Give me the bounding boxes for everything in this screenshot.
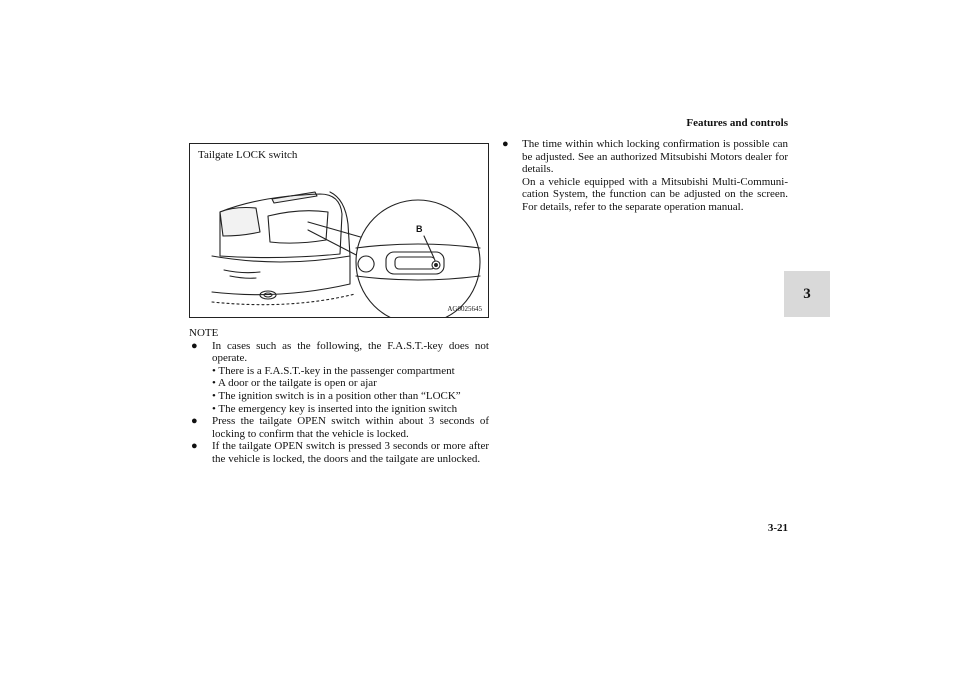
note-bullet-3 [189, 440, 489, 465]
note-block [189, 327, 489, 466]
note-subitem-4: • The emergency key is inserted into the ignition switch [212, 402, 458, 415]
note-subitem-1: • There is a F.A.S.T.-key in the passenger compartment [212, 364, 455, 377]
right-bullet-line1: The time within which locking confirmation is possible can be adjusted. See an authorized Mitsubishi Motors dealer for details. [522, 138, 788, 176]
zoom-circle [356, 200, 480, 318]
note-bullet-2 [189, 415, 489, 440]
bullet-glyph: ● [191, 415, 198, 428]
header-title: Features and controls [686, 117, 788, 129]
figure-code: AG0025645 [447, 305, 482, 313]
note-subitem-2: • A door or the tailgate is open or ajar [212, 377, 377, 390]
right-bullet-line2: On a vehicle equipped with a Mitsubishi Multi-Communi-cation System, the function can be adjusted on the screen. For details, refer to the separate operation manual. [522, 175, 788, 213]
note-bullet-3-text: If the tailgate OPEN switch is pressed 3 seconds or more after the vehicle is locked, the doors and the tailgate are unlocked. [212, 440, 489, 465]
note-subitem-3: • The ignition switch is in a position other than “LOCK” [212, 389, 461, 402]
bumper [212, 256, 350, 295]
bullet-glyph: ● [191, 339, 198, 352]
right-column [500, 138, 788, 214]
callout-label-b: B [416, 224, 423, 234]
chapter-tab: 3 [784, 271, 830, 317]
page-number: 3-21 [767, 522, 788, 534]
tailgate-figure [189, 143, 489, 318]
right-bullet [500, 138, 788, 214]
tailgate-illustration [190, 144, 489, 318]
figure-caption: Tailgate LOCK switch [198, 149, 300, 161]
note-bullet-1 [189, 340, 489, 416]
license-recess [268, 211, 328, 243]
note-bullet-1-text: In cases such as the following, the F.A.S.T.-key does not operate. [212, 339, 489, 365]
note-bullet-2-text: Press the tailgate OPEN switch within about 3 seconds of locking to confirm that the vehicle is locked. [212, 415, 489, 440]
tail-lamp [220, 208, 260, 237]
bullet-glyph: ● [502, 138, 509, 150]
note-label: NOTE [189, 327, 219, 339]
bullet-glyph: ● [191, 440, 198, 453]
